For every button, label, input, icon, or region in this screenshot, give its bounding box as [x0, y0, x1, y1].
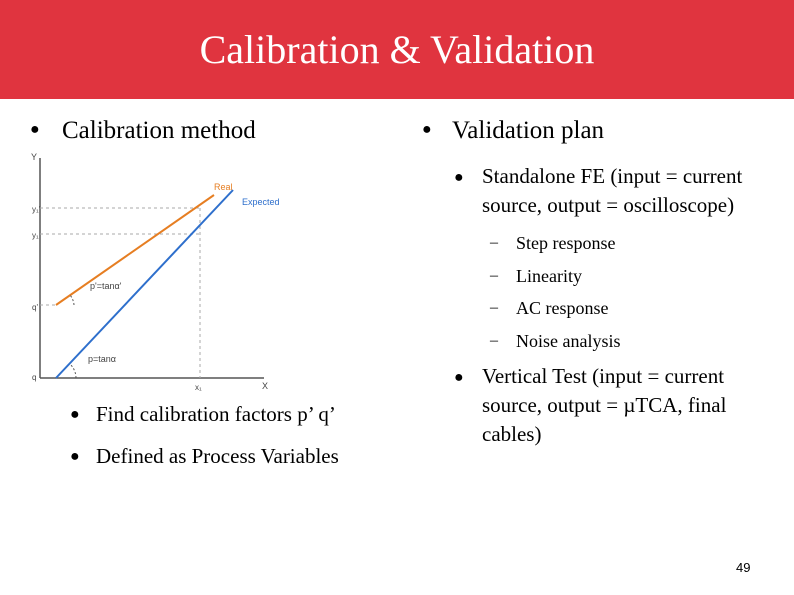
bullet-dot: ●: [454, 169, 464, 186]
dash-marker: –: [490, 234, 498, 251]
validation-heading: Validation plan: [452, 117, 605, 144]
subitem-linearity: Linearity: [516, 266, 582, 286]
subitem-step-response: Step response: [516, 233, 616, 253]
calibration-heading: Calibration method: [62, 117, 256, 144]
x-axis-label: X: [262, 381, 269, 391]
validation-item-1-line-1: Standalone FE (input = current: [482, 164, 743, 188]
page-number: 49: [736, 560, 751, 575]
real-slope-label: p'=tanα': [90, 281, 122, 291]
bullet-dot: ●: [70, 406, 80, 423]
title-bar: [0, 0, 794, 99]
validation-item-1: [482, 162, 792, 220]
left-bullet-1: Find calibration factors p’ q’: [96, 402, 336, 426]
subitem-noise-analysis: Noise analysis: [516, 331, 621, 351]
bullet-dot: ●: [454, 369, 464, 386]
validation-item-2: [482, 362, 792, 449]
calibration-figure: [28, 150, 290, 395]
validation-item-2-line-2: source, output = µTCA, final: [482, 393, 727, 417]
tick-qp: q': [32, 303, 38, 312]
bullet-dot: ●: [70, 448, 80, 465]
slide-title: Calibration & Validation: [199, 27, 595, 72]
real-line: [56, 195, 214, 305]
validation-item-2-line-3: cables): [482, 422, 542, 446]
real-label: Real: [214, 182, 233, 192]
subitem-ac-response: AC response: [516, 298, 609, 318]
expected-slope-label: p=tanα: [88, 354, 116, 364]
y-axis-label: Y: [31, 152, 38, 162]
tick-y1p: y₁': [32, 205, 41, 214]
expected-angle-arc: [70, 364, 76, 378]
expected-label: Expected: [242, 197, 280, 207]
dash-marker: –: [490, 267, 498, 284]
tick-y1: y₁: [32, 231, 39, 240]
dash-marker: –: [490, 299, 498, 316]
left-bullet-2: Defined as Process Variables: [96, 444, 339, 468]
tick-x1: x₁: [195, 383, 202, 392]
validation-item-2-line-1: Vertical Test (input = current: [482, 364, 725, 388]
bullet-dot: ●: [422, 121, 432, 138]
dash-marker: –: [490, 332, 498, 349]
real-angle-arc: [70, 295, 74, 305]
tick-q: q: [32, 373, 37, 382]
validation-item-1-line-2: source, output = oscilloscope): [482, 193, 735, 217]
expected-line: [56, 190, 233, 378]
bullet-dot: ●: [30, 121, 40, 138]
